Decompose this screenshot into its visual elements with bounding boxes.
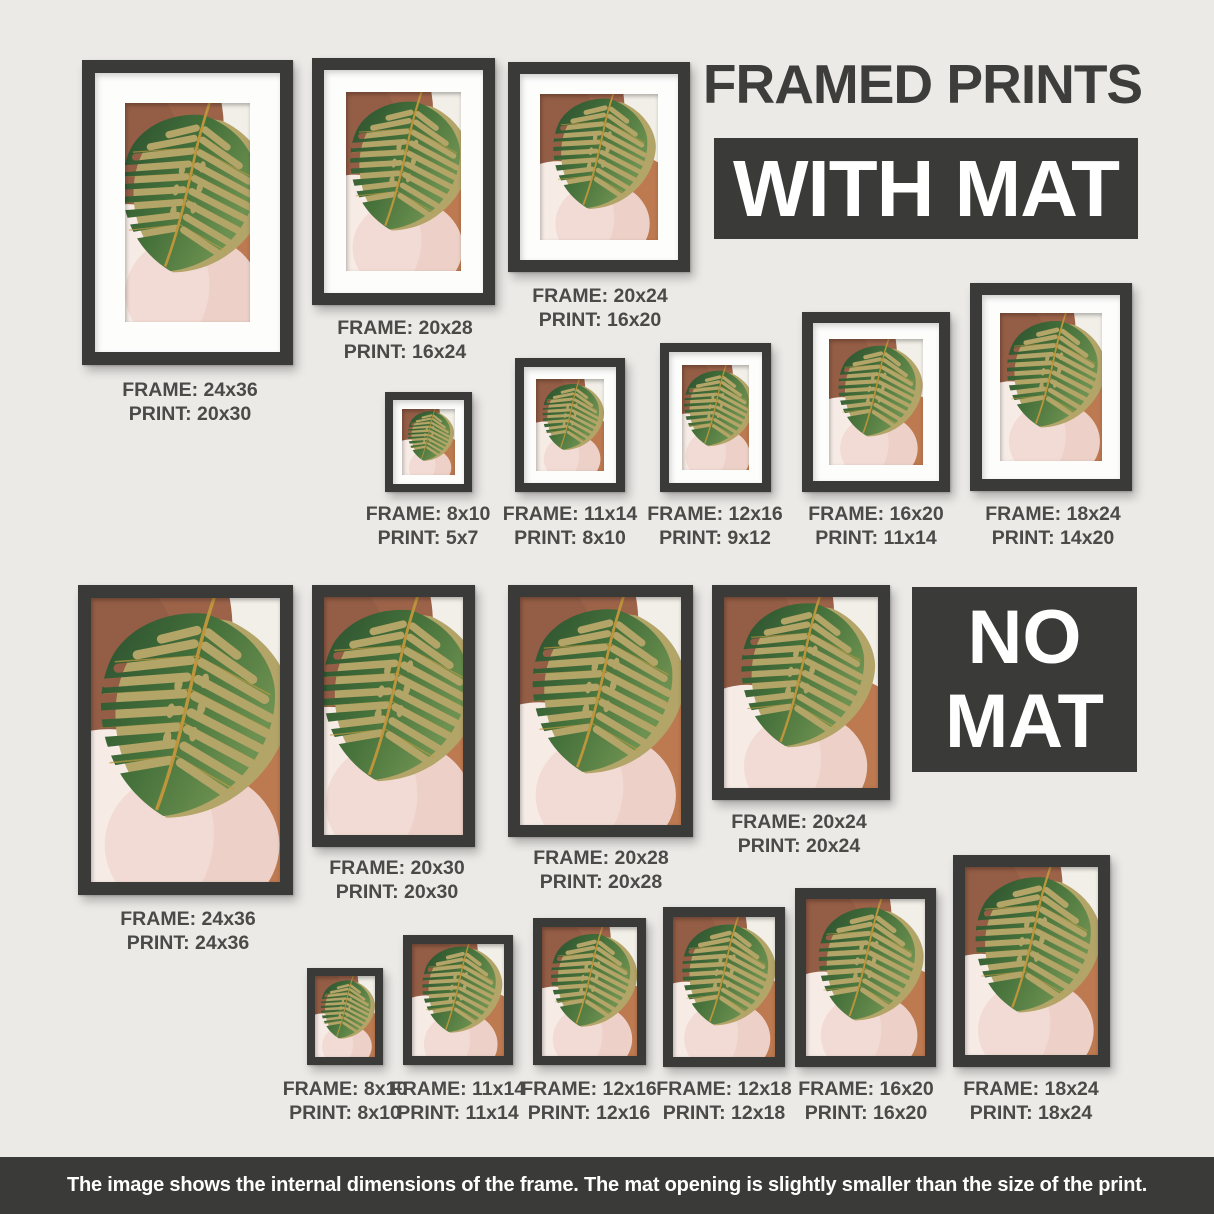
no-mat-line1: NO <box>967 594 1082 680</box>
monstera-artwork <box>542 927 637 1056</box>
frame-withmat-18x24 <box>970 283 1132 491</box>
print-size: PRINT: 20x24 <box>737 835 861 857</box>
print-size: PRINT: 16x24 <box>343 341 467 363</box>
size-label <box>495 502 645 550</box>
frame-size: FRAME: 18x24 <box>985 503 1121 525</box>
print-size: PRINT: 12x18 <box>662 1102 786 1124</box>
size-label <box>70 378 310 426</box>
size-label <box>801 502 951 550</box>
print-size: PRINT: 16x20 <box>804 1102 928 1124</box>
size-label <box>956 1077 1106 1125</box>
size-label <box>353 502 503 550</box>
print-size: PRINT: 16x20 <box>538 309 662 331</box>
print-size: PRINT: 8x10 <box>289 1102 401 1124</box>
mat-board <box>393 400 464 484</box>
frame-nomat-24x36 <box>78 585 293 895</box>
size-label <box>383 1077 533 1125</box>
monstera-artwork <box>682 365 749 470</box>
mat-board <box>982 295 1120 479</box>
monstera-artwork <box>673 917 775 1057</box>
footer-note: The image shows the internal dimensions of the frame. The mat opening is slightly smaller than the size of the print. <box>0 1157 1214 1214</box>
no-mat-line2: MAT <box>945 678 1104 764</box>
frame-nomat-8x10 <box>307 968 383 1065</box>
monstera-artwork <box>324 597 463 835</box>
frame-size: FRAME: 8x10 <box>282 1078 408 1100</box>
frame-size: FRAME: 20x30 <box>329 857 465 879</box>
print-size: PRINT: 12x16 <box>527 1102 651 1124</box>
size-label <box>791 1077 941 1125</box>
size-label <box>68 907 308 955</box>
frame-size: FRAME: 24x36 <box>122 379 258 401</box>
mat-board <box>813 323 939 481</box>
monstera-artwork <box>315 976 375 1057</box>
monstera-artwork <box>402 409 455 475</box>
monstera-artwork <box>125 103 250 322</box>
frame-size: FRAME: 20x28 <box>533 847 669 869</box>
frame-withmat-12x16 <box>660 343 771 492</box>
monstera-artwork <box>540 94 658 240</box>
print-size: PRINT: 18x24 <box>969 1102 1093 1124</box>
print-size: PRINT: 11x14 <box>397 1102 519 1124</box>
frame-withmat-11x14 <box>515 358 625 492</box>
monstera-artwork <box>806 899 925 1056</box>
no-mat-badge <box>912 587 1137 772</box>
frame-size: FRAME: 20x24 <box>731 811 867 833</box>
size-label <box>514 1077 664 1125</box>
mat-board <box>324 70 483 293</box>
print-size: PRINT: 20x30 <box>335 881 459 903</box>
frame-nomat-20x30 <box>312 585 475 847</box>
monstera-artwork <box>829 339 923 465</box>
frame-nomat-12x16 <box>533 918 646 1065</box>
frame-size: FRAME: 20x28 <box>337 317 473 339</box>
frame-size: FRAME: 12x18 <box>656 1078 792 1100</box>
mat-board <box>524 367 616 483</box>
frame-size: FRAME: 24x36 <box>120 908 256 930</box>
frame-withmat-20x24 <box>508 62 690 272</box>
monstera-artwork <box>1000 313 1102 461</box>
print-size: PRINT: 20x30 <box>128 403 252 425</box>
frame-nomat-18x24 <box>953 855 1110 1067</box>
frame-size: FRAME: 12x16 <box>521 1078 657 1100</box>
frame-size: FRAME: 8x10 <box>365 503 491 525</box>
frame-size: FRAME: 20x24 <box>532 285 668 307</box>
frame-withmat-20x28 <box>312 58 495 305</box>
monstera-artwork <box>536 379 604 471</box>
print-size: PRINT: 20x28 <box>539 871 663 893</box>
frame-size: FRAME: 16x20 <box>798 1078 934 1100</box>
print-size: PRINT: 5x7 <box>377 527 479 549</box>
frame-nomat-16x20 <box>795 888 936 1067</box>
size-label <box>640 502 790 550</box>
frame-size: FRAME: 12x16 <box>647 503 783 525</box>
monstera-artwork <box>346 92 461 271</box>
print-size: PRINT: 11x14 <box>815 527 937 549</box>
frame-withmat-16x20 <box>802 312 950 492</box>
size-label <box>649 1077 799 1125</box>
monstera-artwork <box>91 598 280 882</box>
frame-nomat-11x14 <box>403 935 513 1065</box>
size-label <box>480 284 720 332</box>
with-mat-badge: WITH MAT <box>714 138 1138 239</box>
monstera-artwork <box>724 597 878 788</box>
page-title: FRAMED PRINTS <box>702 53 1143 115</box>
frame-size: FRAME: 16x20 <box>808 503 944 525</box>
frame-nomat-20x24 <box>712 585 890 800</box>
frame-withmat-8x10 <box>385 392 472 492</box>
size-label <box>978 502 1128 550</box>
mat-board <box>95 73 280 352</box>
mat-board <box>520 74 678 260</box>
monstera-artwork <box>965 867 1098 1055</box>
print-size: PRINT: 9x12 <box>659 527 771 549</box>
frame-withmat-24x36 <box>82 60 293 365</box>
frame-size: FRAME: 11x14 <box>390 1078 526 1100</box>
size-label <box>679 810 919 858</box>
print-size: PRINT: 24x36 <box>126 932 250 954</box>
frame-nomat-20x28 <box>508 585 693 837</box>
frame-size: FRAME: 18x24 <box>963 1078 1099 1100</box>
frame-nomat-12x18 <box>663 907 785 1067</box>
monstera-artwork <box>412 944 504 1056</box>
print-size: PRINT: 8x10 <box>514 527 626 549</box>
mat-board <box>669 352 762 483</box>
monstera-artwork <box>520 597 681 825</box>
frame-size: FRAME: 11x14 <box>502 503 638 525</box>
print-size: PRINT: 14x20 <box>991 527 1115 549</box>
